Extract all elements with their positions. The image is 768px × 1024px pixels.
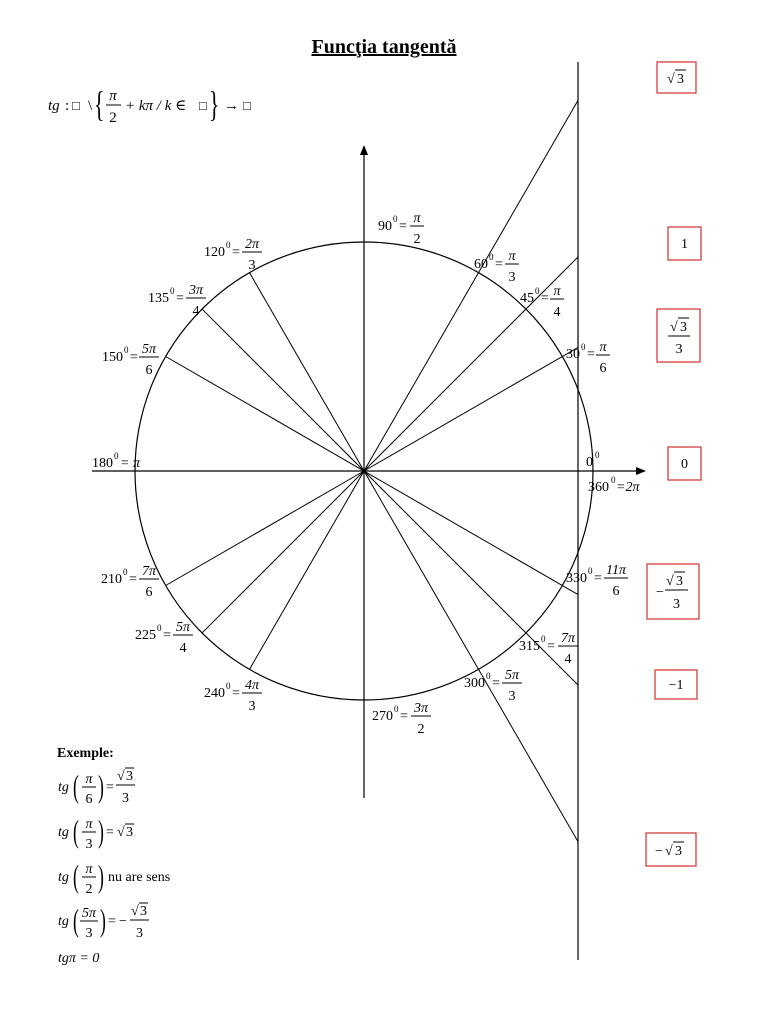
examples	[57, 746, 170, 966]
label-330deg	[566, 563, 628, 599]
svg-text:240: 240	[204, 686, 225, 701]
svg-text:0: 0	[541, 634, 546, 644]
svg-text:): )	[97, 813, 104, 850]
svg-text:315: 315	[519, 639, 540, 654]
svg-text:270: 270	[372, 709, 393, 724]
svg-text:6: 6	[612, 584, 620, 599]
svg-text:5π: 5π	[141, 342, 157, 357]
svg-text:90: 90	[378, 219, 392, 234]
svg-text:3: 3	[140, 904, 147, 919]
example-tg-pi-over-2	[58, 858, 170, 897]
svg-text:π: π	[85, 772, 93, 787]
svg-text:−1: −1	[668, 678, 684, 693]
svg-text:3: 3	[680, 320, 687, 335]
tangent-value-boxes	[646, 62, 701, 866]
svg-text:0: 0	[124, 345, 129, 355]
example-tg-5pi-over-3	[58, 902, 149, 941]
svg-text:0: 0	[586, 455, 593, 470]
svg-text:5π: 5π	[175, 620, 191, 635]
svg-text:tg: tg	[58, 914, 69, 929]
definition-int-set: □	[199, 98, 207, 113]
svg-text:π: π	[85, 862, 93, 877]
svg-text:2: 2	[413, 232, 421, 247]
svg-text:150: 150	[102, 350, 123, 365]
svg-text:0: 0	[588, 566, 593, 576]
svg-text:3π: 3π	[188, 283, 204, 298]
svg-text:210: 210	[101, 572, 122, 587]
svg-text:3: 3	[85, 837, 93, 852]
svg-text:3: 3	[675, 342, 683, 357]
label-45deg	[520, 284, 564, 320]
svg-text:=: =	[106, 825, 114, 840]
ray-150deg	[166, 357, 578, 595]
label-30deg	[566, 340, 610, 376]
svg-text:6: 6	[85, 792, 93, 807]
svg-text:=: =	[108, 914, 116, 929]
label-315deg	[519, 631, 578, 667]
label-360deg	[588, 475, 640, 495]
svg-text:=: =	[400, 709, 408, 724]
label-120deg	[204, 237, 262, 273]
label-150deg	[102, 342, 159, 378]
example-tg-pi: tgπ = 0	[58, 951, 100, 966]
value-box-neg-sqrt3-over-3	[647, 564, 699, 619]
svg-text:120: 120	[204, 245, 225, 260]
svg-text:=: =	[106, 780, 114, 795]
svg-text:3: 3	[677, 72, 684, 87]
ray-30deg	[364, 347, 578, 471]
x-axis-arrow	[636, 467, 646, 475]
svg-text:π: π	[599, 340, 607, 355]
svg-text:5π: 5π	[504, 668, 520, 683]
svg-text:π: π	[413, 211, 421, 226]
svg-text:=: =	[163, 628, 171, 643]
definition-plus-kpi: + kπ / k ∈	[125, 98, 187, 114]
svg-text:π: π	[508, 249, 516, 264]
svg-text:3: 3	[85, 926, 93, 941]
svg-text:1: 1	[681, 237, 688, 252]
svg-text:√: √	[131, 904, 139, 919]
ray-225deg	[202, 471, 364, 633]
label-210deg	[101, 564, 159, 600]
svg-text:(: (	[73, 768, 79, 805]
svg-text:3: 3	[126, 769, 133, 784]
svg-text:=: =	[587, 347, 595, 362]
svg-text:tg: tg	[58, 870, 69, 885]
svg-text:): )	[97, 858, 104, 895]
svg-text:=: =	[495, 257, 503, 272]
label-60deg	[474, 249, 519, 285]
svg-text:−: −	[655, 844, 663, 859]
svg-text:=: =	[232, 686, 240, 701]
svg-text:tg: tg	[58, 825, 69, 840]
svg-text:√: √	[665, 844, 673, 859]
svg-text:√: √	[666, 574, 674, 589]
svg-text:(: (	[73, 813, 79, 850]
svg-text:3: 3	[508, 270, 516, 285]
page-title: Funcţia tangentă	[311, 36, 457, 58]
ray-120deg	[250, 273, 579, 842]
svg-text:=: =	[594, 571, 602, 586]
svg-text:45: 45	[520, 291, 534, 306]
definition-right-brace: }	[209, 85, 220, 125]
svg-text:0: 0	[681, 457, 688, 472]
svg-text:3: 3	[126, 825, 133, 840]
example-tg-pi-over-6	[58, 768, 135, 807]
svg-text:√: √	[117, 825, 125, 840]
svg-text:4: 4	[553, 305, 561, 320]
definition-domain-set: □	[72, 98, 80, 113]
svg-text:0: 0	[489, 252, 494, 262]
svg-text:=: =	[492, 676, 500, 691]
value-box-neg-sqrt3	[646, 833, 696, 866]
svg-text:360: 360	[588, 480, 609, 495]
label-135deg	[148, 283, 206, 319]
svg-text:7π: 7π	[560, 631, 576, 646]
svg-text:0: 0	[394, 704, 399, 714]
svg-text:0: 0	[581, 342, 586, 352]
label-225deg	[135, 620, 193, 656]
svg-text:=: =	[541, 291, 549, 306]
svg-text:0: 0	[595, 450, 600, 460]
svg-text:3π: 3π	[413, 701, 429, 716]
svg-text:0: 0	[486, 671, 491, 681]
svg-text:225: 225	[135, 628, 156, 643]
svg-text:√: √	[117, 769, 125, 784]
svg-text:6: 6	[145, 363, 153, 378]
definition-colon: :	[65, 98, 70, 114]
svg-text:√: √	[667, 72, 675, 87]
svg-text:=: =	[232, 245, 240, 260]
definition-setminus: \	[88, 98, 93, 114]
svg-text:4: 4	[179, 641, 187, 656]
definition-frac-num: π	[109, 88, 117, 104]
svg-text:0: 0	[226, 681, 231, 691]
label-90deg	[378, 211, 424, 247]
svg-text:4π: 4π	[244, 678, 260, 693]
svg-text:330: 330	[566, 571, 587, 586]
label-300deg	[464, 668, 522, 704]
svg-text:0: 0	[170, 286, 175, 296]
svg-text:(: (	[73, 902, 79, 939]
svg-text:300: 300	[464, 676, 485, 691]
definition-formula	[48, 86, 251, 126]
svg-text:11π: 11π	[606, 563, 626, 578]
label-180deg	[92, 451, 141, 471]
svg-text:2: 2	[85, 882, 93, 897]
svg-text:2π: 2π	[244, 237, 260, 252]
value-box-zero	[668, 447, 701, 480]
svg-text:= π: = π	[120, 456, 140, 471]
svg-text:5π: 5π	[81, 906, 97, 921]
svg-text:3: 3	[248, 699, 256, 714]
svg-text:−: −	[656, 585, 664, 600]
svg-text:(: (	[73, 858, 79, 895]
svg-text:4: 4	[192, 304, 200, 319]
svg-text:=: =	[130, 350, 138, 365]
definition-left-brace: {	[94, 85, 105, 125]
definition-codomain-set: □	[243, 98, 251, 113]
ray-135deg	[202, 309, 578, 685]
svg-text:2: 2	[417, 722, 425, 737]
ray-45deg	[364, 257, 578, 471]
svg-text:π: π	[553, 284, 561, 299]
svg-text:nu are sens: nu are sens	[108, 870, 171, 885]
svg-text:−: −	[119, 914, 127, 929]
svg-text:135: 135	[148, 291, 169, 306]
definition-arrow: →	[224, 98, 239, 114]
svg-text:3: 3	[136, 926, 143, 941]
value-box-one	[668, 227, 701, 260]
svg-text:=: =	[129, 572, 137, 587]
svg-text:7π: 7π	[141, 564, 157, 579]
svg-text:0: 0	[157, 623, 162, 633]
svg-text:): )	[100, 902, 106, 939]
ray-60deg	[364, 100, 578, 471]
ray-210deg	[166, 471, 364, 586]
svg-text:3: 3	[673, 597, 680, 612]
examples-heading: Exemple:	[57, 746, 114, 761]
svg-text:3: 3	[508, 689, 516, 704]
label-270deg	[372, 701, 431, 737]
svg-text:3: 3	[675, 844, 682, 859]
svg-text:=: =	[176, 291, 184, 306]
svg-text:√: √	[670, 320, 678, 335]
value-box-sqrt3	[657, 62, 696, 93]
svg-text:=: =	[547, 639, 555, 654]
svg-text:0: 0	[611, 475, 616, 485]
value-box-neg-one	[655, 670, 697, 699]
svg-text:0: 0	[393, 214, 398, 224]
definition-frac-den: 2	[109, 110, 117, 126]
svg-text:): )	[97, 768, 104, 805]
value-box-sqrt3-over-3	[657, 309, 700, 362]
svg-text:60: 60	[474, 257, 488, 272]
svg-text:0: 0	[535, 286, 540, 296]
svg-text:π: π	[85, 817, 93, 832]
svg-text:4: 4	[564, 652, 572, 667]
label-240deg	[204, 678, 262, 714]
svg-text:0: 0	[123, 567, 128, 577]
svg-text:30: 30	[566, 347, 580, 362]
definition-fn: tg	[48, 98, 60, 114]
svg-text:3: 3	[122, 791, 129, 806]
y-axis-arrow	[360, 145, 368, 155]
svg-text:3: 3	[248, 258, 256, 273]
svg-text:180: 180	[92, 456, 113, 471]
ray-240deg	[250, 471, 365, 669]
svg-text:6: 6	[599, 361, 607, 376]
svg-text:=: =	[399, 219, 407, 234]
svg-text:=2π: =2π	[616, 480, 640, 495]
svg-text:0: 0	[226, 240, 231, 250]
svg-text:6: 6	[145, 585, 153, 600]
svg-text:0: 0	[114, 451, 119, 461]
svg-text:3: 3	[676, 574, 683, 589]
svg-text:tg: tg	[58, 780, 69, 795]
example-tg-pi-over-3	[58, 813, 134, 852]
